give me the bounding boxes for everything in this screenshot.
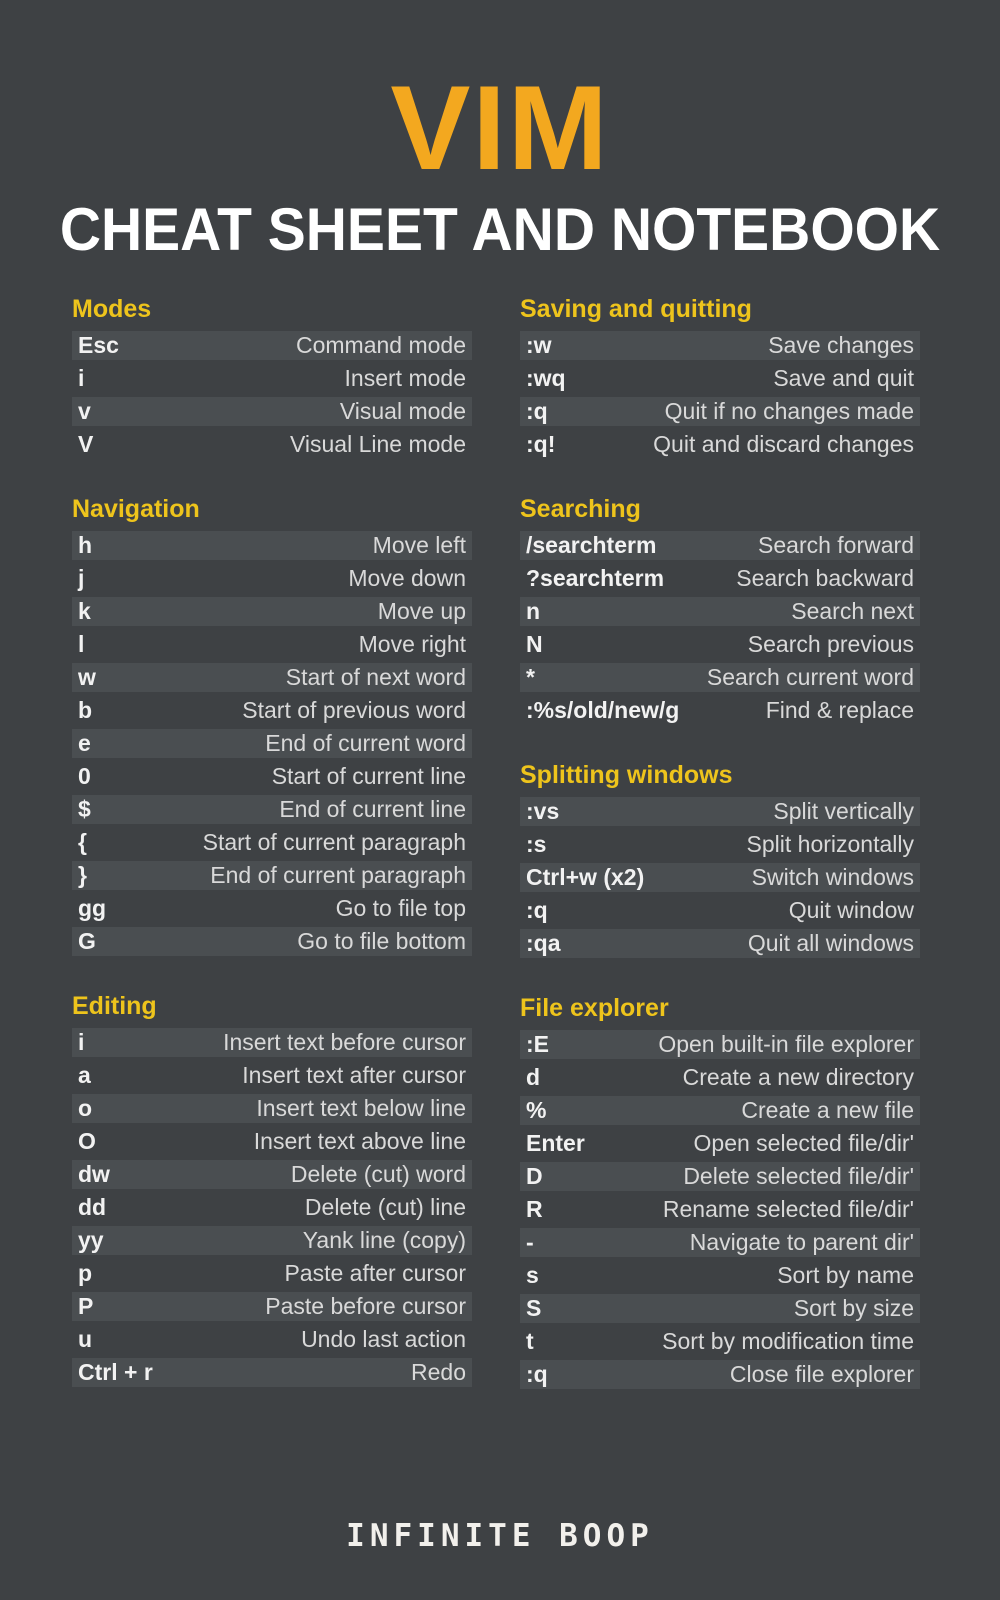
shortcut-key: a: [78, 1062, 91, 1088]
shortcut-key: ?searchterm: [526, 565, 665, 591]
shortcut-description: Search previous: [747, 631, 914, 657]
shortcut-row: [520, 564, 920, 593]
shortcut-description: Search backward: [736, 565, 914, 591]
shortcut-description: Navigate to parent dir': [689, 1229, 914, 1255]
shortcut-key: dd: [78, 1194, 107, 1220]
shortcut-description: Split vertically: [773, 798, 914, 824]
shortcut-row: [72, 828, 472, 857]
shortcut-row: [72, 364, 472, 393]
shortcut-row: [520, 663, 920, 692]
shortcut-key: l: [78, 631, 85, 657]
shortcut-key: Ctrl + r: [78, 1359, 153, 1385]
shortcut-description: Sort by modification time: [662, 1328, 914, 1354]
shortcut-description: Quit all windows: [747, 930, 914, 956]
shortcut-row: [72, 1226, 472, 1255]
shortcut-key: :wq: [526, 365, 566, 391]
section: [72, 495, 472, 956]
shortcut-description: Start of previous word: [242, 697, 466, 723]
shortcut-row: [520, 364, 920, 393]
shortcut-key: o: [78, 1095, 93, 1121]
shortcut-row: [72, 1259, 472, 1288]
section-heading: Modes: [72, 295, 152, 323]
shortcut-row: [72, 795, 472, 824]
shortcut-description: Rename selected file/dir': [662, 1196, 914, 1222]
shortcut-row: [520, 1096, 920, 1125]
shortcut-description: Close file explorer: [729, 1361, 914, 1387]
shortcut-key: b: [78, 697, 93, 723]
shortcut-description: Quit window: [788, 897, 914, 923]
shortcut-key: d: [526, 1064, 541, 1090]
shortcut-key: $: [78, 796, 91, 822]
shortcut-key: R: [526, 1196, 543, 1222]
shortcut-description: Sort by name: [777, 1262, 914, 1288]
section: [520, 495, 920, 725]
shortcut-description: Search current word: [706, 664, 914, 690]
shortcut-key: w: [78, 664, 96, 690]
shortcut-description: Search forward: [758, 532, 914, 558]
shortcut-description: Move up: [377, 598, 466, 624]
shortcut-key: :q!: [526, 431, 556, 457]
section-heading: Editing: [72, 992, 157, 1020]
column-left: [72, 295, 472, 1425]
shortcut-description: End of current word: [265, 730, 466, 756]
shortcut-row: [520, 1162, 920, 1191]
shortcut-row: [520, 630, 920, 659]
section: [72, 992, 472, 1387]
shortcut-key: 0: [78, 763, 91, 789]
shortcut-key: v: [78, 398, 91, 424]
shortcut-key: :qa: [526, 930, 561, 956]
shortcut-key: :q: [526, 897, 548, 923]
shortcut-key: h: [78, 532, 93, 558]
shortcut-description: Quit and discard changes: [653, 431, 914, 457]
shortcut-row: [72, 663, 472, 692]
shortcut-description: Delete selected file/dir': [683, 1163, 914, 1189]
shortcut-description: Split horizontally: [746, 831, 914, 857]
shortcut-row: [520, 1195, 920, 1224]
shortcut-description: Start of current paragraph: [202, 829, 466, 855]
shortcut-description: Undo last action: [301, 1326, 466, 1352]
shortcut-key: P: [78, 1293, 94, 1319]
brand-logo-text: INFINITE BOOP: [346, 1518, 654, 1554]
shortcut-key: s: [526, 1262, 539, 1288]
shortcut-key: -: [526, 1229, 534, 1255]
shortcut-row: [520, 1294, 920, 1323]
shortcut-row: [520, 397, 920, 426]
shortcut-description: Create a new file: [741, 1097, 914, 1123]
shortcut-row: [72, 1061, 472, 1090]
shortcut-description: Create a new directory: [682, 1064, 914, 1090]
shortcut-key: Enter: [526, 1130, 585, 1156]
shortcut-row: [72, 762, 472, 791]
shortcut-row: [520, 531, 920, 560]
sections-grid: [72, 295, 920, 1425]
shortcut-description: Paste before cursor: [265, 1293, 466, 1319]
shortcut-row: [72, 927, 472, 956]
shortcut-description: Open built-in file explorer: [658, 1031, 914, 1057]
shortcut-key: }: [78, 862, 87, 888]
shortcut-key: :s: [526, 831, 547, 857]
shortcut-key: G: [78, 928, 96, 954]
shortcut-row: [520, 1360, 920, 1389]
shortcut-row: [520, 1129, 920, 1158]
shortcut-description: Delete (cut) line: [304, 1194, 466, 1220]
shortcut-key: dw: [78, 1161, 110, 1187]
shortcut-description: Visual mode: [339, 398, 466, 424]
shortcut-description: Paste after cursor: [284, 1260, 466, 1286]
shortcut-key: {: [78, 829, 87, 855]
shortcut-row: [520, 863, 920, 892]
shortcut-description: Search next: [791, 598, 914, 624]
section-heading: Navigation: [72, 495, 200, 523]
page-title: VIM: [390, 61, 610, 195]
shortcut-key: k: [78, 598, 91, 624]
shortcut-row: [72, 1358, 472, 1387]
shortcut-key: t: [526, 1328, 534, 1354]
shortcut-key: :E: [526, 1031, 549, 1057]
shortcut-description: Move down: [348, 565, 466, 591]
shortcut-description: Redo: [411, 1359, 466, 1385]
shortcut-row: [520, 331, 920, 360]
shortcut-description: Quit if no changes made: [664, 398, 914, 424]
section: [520, 761, 920, 958]
section: [520, 994, 920, 1389]
shortcut-row: [520, 430, 920, 459]
shortcut-key: i: [78, 1029, 85, 1055]
shortcut-key: Ctrl+w (x2): [526, 864, 645, 890]
shortcut-row: [72, 1094, 472, 1123]
shortcut-description: Delete (cut) word: [290, 1161, 466, 1187]
shortcut-row: [72, 397, 472, 426]
shortcut-row: [520, 1228, 920, 1257]
shortcut-row: [72, 1127, 472, 1156]
shortcut-key: u: [78, 1326, 93, 1352]
shortcut-description: Command mode: [295, 332, 466, 358]
shortcut-key: :q: [526, 398, 548, 424]
section-heading: Searching: [520, 495, 641, 523]
shortcut-row: [72, 564, 472, 593]
shortcut-row: [520, 797, 920, 826]
shortcut-key: n: [526, 598, 541, 624]
shortcut-row: [72, 696, 472, 725]
shortcut-key: Esc: [78, 332, 119, 358]
shortcut-row: [72, 894, 472, 923]
shortcut-key: e: [78, 730, 91, 756]
shortcut-key: j: [78, 565, 85, 591]
shortcut-key: %: [526, 1097, 547, 1123]
shortcut-row: [520, 597, 920, 626]
shortcut-key: gg: [78, 895, 107, 921]
shortcut-row: [520, 830, 920, 859]
shortcut-key: :w: [526, 332, 552, 358]
shortcut-description: Switch windows: [751, 864, 914, 890]
shortcut-row: [72, 430, 472, 459]
shortcut-description: End of current paragraph: [210, 862, 466, 888]
shortcut-description: Move right: [358, 631, 466, 657]
shortcut-key: i: [78, 365, 85, 391]
shortcut-description: Go to file bottom: [297, 928, 466, 954]
shortcut-row: [520, 929, 920, 958]
shortcut-key: yy: [78, 1227, 104, 1253]
shortcut-description: Go to file top: [335, 895, 466, 921]
shortcut-description: Insert text before cursor: [223, 1029, 466, 1055]
shortcut-description: Save changes: [768, 332, 914, 358]
shortcut-description: Find & replace: [765, 697, 914, 723]
shortcut-key: O: [78, 1128, 96, 1154]
shortcut-key: N: [526, 631, 543, 657]
shortcut-key: D: [526, 1163, 543, 1189]
section-heading: Saving and quitting: [520, 295, 752, 323]
shortcut-description: Insert text after cursor: [242, 1062, 466, 1088]
shortcut-row: [520, 696, 920, 725]
shortcut-row: [520, 1063, 920, 1092]
shortcut-row: [72, 1028, 472, 1057]
shortcut-key: :%s/old/new/g: [526, 697, 680, 723]
shortcut-description: Yank line (copy): [302, 1227, 466, 1253]
shortcut-description: Save and quit: [773, 365, 914, 391]
shortcut-row: [72, 1292, 472, 1321]
section: [520, 295, 920, 459]
shortcut-key: :q: [526, 1361, 548, 1387]
shortcut-description: Start of next word: [285, 664, 466, 690]
shortcut-key: *: [526, 664, 535, 690]
shortcut-description: Move left: [372, 532, 466, 558]
shortcut-row: [72, 531, 472, 560]
shortcut-description: Insert text below line: [256, 1095, 466, 1121]
shortcut-description: Insert mode: [344, 365, 466, 391]
shortcut-description: Visual Line mode: [289, 431, 466, 457]
shortcut-row: [72, 1193, 472, 1222]
shortcut-row: [72, 331, 472, 360]
section-heading: File explorer: [520, 994, 669, 1022]
column-right: [520, 295, 920, 1425]
shortcut-key: :vs: [526, 798, 560, 824]
shortcut-description: Open selected file/dir': [693, 1130, 914, 1156]
section-heading: Splitting windows: [520, 761, 733, 789]
shortcut-row: [520, 896, 920, 925]
shortcut-row: [72, 1160, 472, 1189]
shortcut-description: End of current line: [279, 796, 466, 822]
shortcut-row: [72, 1325, 472, 1354]
shortcut-row: [72, 729, 472, 758]
shortcut-key: /searchterm: [526, 532, 657, 558]
shortcut-key: V: [78, 431, 94, 457]
shortcut-row: [72, 861, 472, 890]
shortcut-row: [72, 597, 472, 626]
shortcut-row: [72, 630, 472, 659]
page-subtitle: CHEAT SHEET AND NOTEBOOK: [59, 196, 941, 264]
shortcut-key: p: [78, 1260, 93, 1286]
shortcut-key: S: [526, 1295, 542, 1321]
shortcut-description: Start of current line: [271, 763, 466, 789]
shortcut-row: [520, 1261, 920, 1290]
section: [72, 295, 472, 459]
shortcut-description: Insert text above line: [253, 1128, 466, 1154]
shortcut-description: Sort by size: [793, 1295, 914, 1321]
shortcut-row: [520, 1030, 920, 1059]
shortcut-row: [520, 1327, 920, 1356]
